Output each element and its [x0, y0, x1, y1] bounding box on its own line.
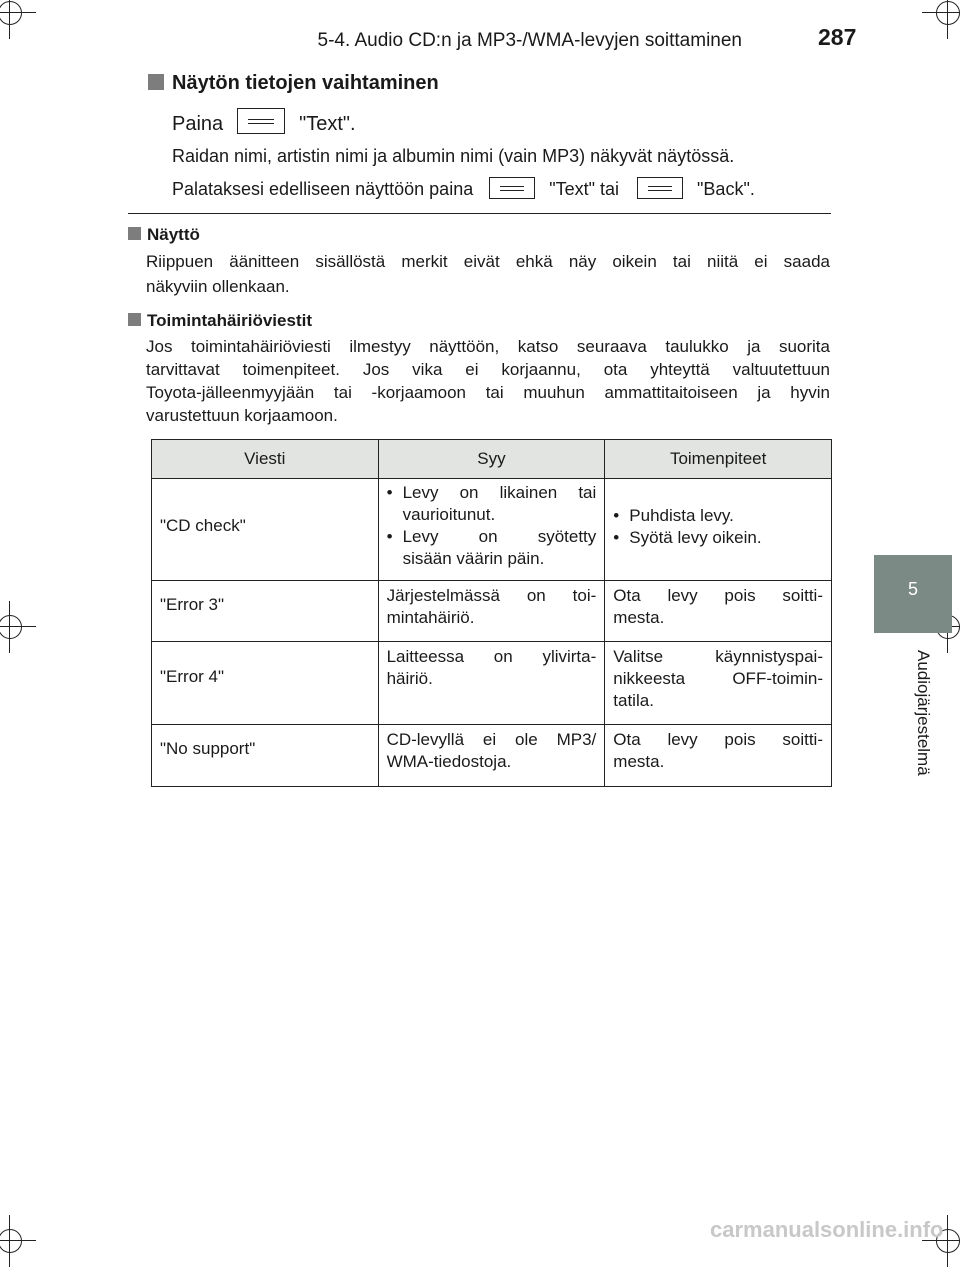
chapter-label: Audiojärjestelmä	[914, 650, 933, 776]
table-row	[152, 725, 832, 787]
message-cell: "No support"	[152, 725, 379, 787]
return-before: Palataksesi edelliseen näyttöön paina	[172, 179, 474, 199]
table-row	[152, 581, 832, 642]
crop-mark-top-right	[936, 1, 960, 25]
note-title: Toimintahäiriöviestit	[128, 311, 312, 331]
crop-mark-bottom-left	[0, 1229, 22, 1253]
page-header	[0, 24, 960, 54]
column-header: Viesti	[152, 440, 379, 479]
return-after: "Back".	[697, 179, 755, 199]
action-cell: Valitse käynnistyspai- nikkeesta OFF-toimin- tatila.	[605, 642, 832, 725]
table-row	[152, 479, 832, 581]
crop-mark-mid-left	[0, 615, 22, 639]
steering-switch-icon	[489, 177, 535, 199]
press-after: "Text".	[299, 113, 356, 135]
heading-text: Näytön tietojen vaihtaminen	[172, 72, 439, 94]
cause-cell: Järjestelmässä on toi- mintahäiriö.	[378, 581, 605, 642]
chapter-number: 5	[907, 579, 918, 599]
section-divider	[128, 213, 831, 214]
cause-cell: CD-levyllä ei ole MP3/ WMA-tiedostoja.	[378, 725, 605, 787]
return-middle: "Text" tai	[549, 179, 620, 199]
action-cell: Ota levy pois soitti- mesta.	[605, 725, 832, 787]
cause-cell: • Levy on likainen tai vaurioitunut. • Levy on syötetty sisään väärin päin.	[378, 479, 605, 581]
column-header: Toimenpiteet	[605, 440, 832, 479]
info-line: Raidan nimi, artistin nimi ja albumin nimi (vain MP3) näkyvät näytössä.	[172, 146, 735, 166]
error-message-table	[151, 439, 832, 787]
action-cell: • Puhdista levy. • Syötä levy oikein.	[605, 479, 832, 581]
note-paragraph: Jos toimintahäiriöviesti ilmestyy näyttöön, katso seuraava taulukko ja suorita tarvittavat toimenpiteet. Jos vika ei korjaannu, ota yhteyttä valtuutettuun Toyota-jälleenmyyjään tai -korjaamoon tai muuhun ammattitaitoiseen ja hyvin varustettuun korjaamoon.	[146, 337, 830, 425]
note-square-icon	[128, 227, 141, 240]
watermark: carmanualsonline.info	[710, 1217, 944, 1242]
table-header-row	[152, 440, 832, 479]
section-heading	[148, 72, 439, 95]
steering-switch-icon	[637, 177, 683, 199]
heading-square-icon	[148, 74, 164, 90]
press-instruction	[172, 108, 356, 136]
note-title: Näyttö	[128, 225, 200, 245]
action-cell: Ota levy pois soitti- mesta.	[605, 581, 832, 642]
message-cell: "Error 3"	[152, 581, 379, 642]
message-cell: "Error 4"	[152, 642, 379, 725]
note-paragraph: Riippuen äänitteen sisällöstä merkit eivät ehkä näy oikein tai niitä ei saada näkyviin ollenkaan.	[146, 252, 830, 296]
press-before: Paina	[172, 113, 224, 135]
crop-mark-top-left	[0, 1, 22, 25]
chapter-tab	[874, 555, 952, 633]
column-header: Syy	[378, 440, 605, 479]
cause-cell: Laitteessa on ylivirta- häiriö.	[378, 642, 605, 725]
note-square-icon	[128, 313, 141, 326]
section-title: 5-4. Audio CD:n ja MP3-/WMA-levyjen soittaminen	[317, 30, 742, 51]
page-number: 287	[818, 24, 857, 50]
steering-switch-icon	[237, 108, 285, 134]
message-cell: "CD check"	[152, 479, 379, 581]
return-instruction	[172, 177, 755, 200]
table-row	[152, 642, 832, 725]
